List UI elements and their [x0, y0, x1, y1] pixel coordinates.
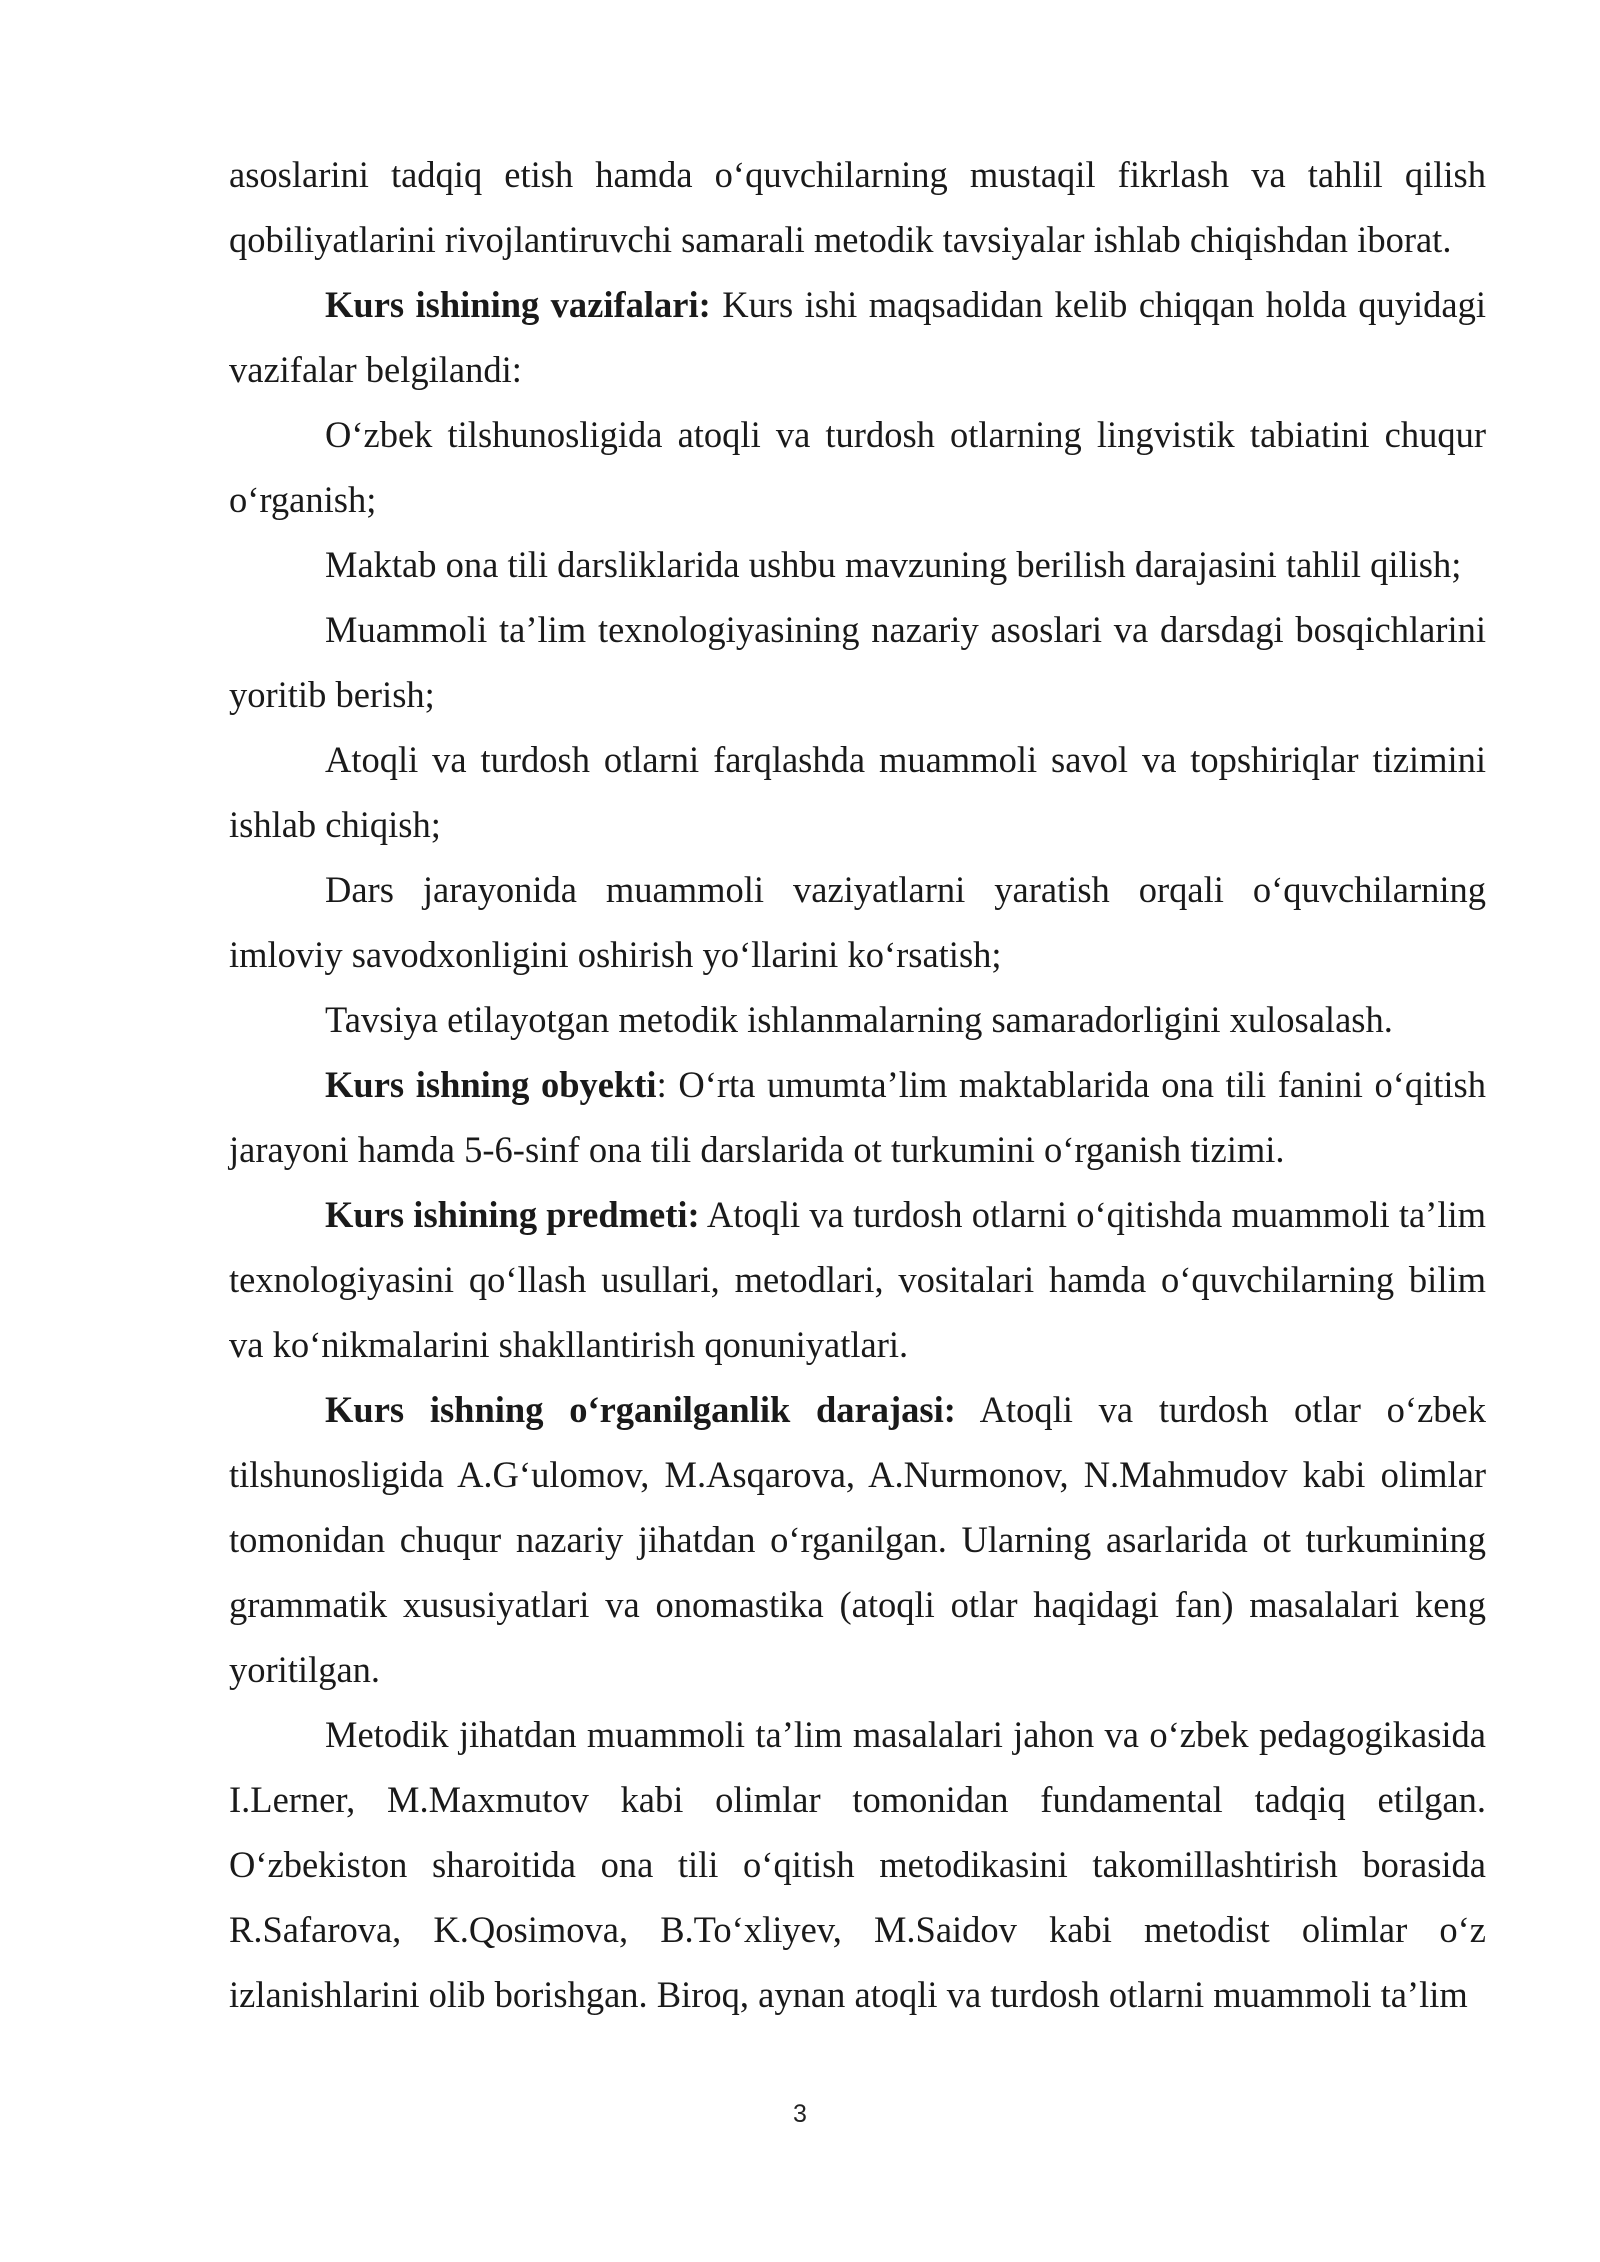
paragraph-text: Atoqli va turdosh otlarni farqlashda muammoli savol va topshiriqlar tizimini ishlab chiqish;	[229, 739, 1486, 845]
task-item	[229, 727, 1486, 857]
paragraph-text: : O‘rta umumta’lim maktablarida ona tili fanini o‘qitish jarayoni hamda 5-6-sinf ona tili darslarida ot turkumini o‘rganish tizimi.	[229, 1064, 1486, 1170]
task-item	[229, 857, 1486, 987]
paragraph-tasks-intro	[229, 272, 1486, 402]
paragraph-methodology	[229, 1702, 1486, 2027]
paragraph-text: Muammoli ta’lim texnologiyasining nazariy asoslari va darsdagi bosqichlarini yoritib berish;	[229, 609, 1486, 715]
paragraph-text: Dars jarayonida muammoli vaziyatlarni yaratish orqali o‘quvchilarning imloviy savodxonligini oshirish yo‘llarini ko‘rsatish;	[229, 869, 1486, 975]
paragraph-object	[229, 1052, 1486, 1182]
paragraph-text: O‘zbek tilshunosligida atoqli va turdosh otlarning lingvistik tabiatini chuqur o‘rganish;	[229, 414, 1486, 520]
paragraph-text: Tavsiya etilayotgan metodik ishlanmalarning samaradorligini xulosalash.	[325, 999, 1393, 1040]
paragraph-subject	[229, 1182, 1486, 1377]
paragraph-text: Maktab ona tili darsliklarida ushbu mavzuning berilish darajasini tahlil qilish;	[325, 544, 1462, 585]
section-heading-tasks: Kurs ishining vazifalari:	[325, 284, 711, 325]
task-item	[229, 987, 1486, 1052]
paragraph-text: Atoqli va turdosh otlar o‘zbek tilshunosligida A.G‘ulomov, M.Asqarova, A.Nurmonov, N.Mahmudov kabi olimlar tomonidan chuqur nazariy jihatdan o‘rganilgan. Ularning asarlarida ot turkumining grammatik xususiyatlari va onomastika (atoqli otlar haqidagi fan) masalalari keng yoritilgan.	[229, 1389, 1486, 1690]
paragraph-study-level	[229, 1377, 1486, 1702]
paragraph-text: asoslarini tadqiq etish hamda o‘quvchilarning mustaqil fikrlash va tahlil qilish qobiliyatlarini rivojlantiruvchi samarali metodik tavsiyalar ishlab chiqishdan iborat.	[229, 154, 1486, 260]
task-item	[229, 402, 1486, 532]
task-item	[229, 597, 1486, 727]
paragraph-aim-continuation	[229, 142, 1486, 272]
task-item	[229, 532, 1486, 597]
page-number: 3	[793, 2100, 807, 2128]
section-heading-subject: Kurs ishining predmeti:	[325, 1194, 700, 1235]
body-text	[229, 142, 1486, 2027]
section-heading-study-level: Kurs ishning o‘rganilganlik darajasi:	[325, 1389, 956, 1430]
section-heading-object: Kurs ishning obyekti	[325, 1064, 657, 1105]
paragraph-text: Kurs ishi maqsadidan kelib chiqqan holda quyidagi vazifalar belgilandi:	[229, 284, 1486, 390]
paragraph-text: Atoqli va turdosh otlarni o‘qitishda muammoli ta’lim texnologiyasini qo‘llash usullari, metodlari, vositalari hamda o‘quvchilarning bilim va ko‘nikmalarini shakllantirish qonuniyatlari.	[229, 1194, 1486, 1365]
paragraph-text: Metodik jihatdan muammoli ta’lim masalalari jahon va o‘zbek pedagogikasida I.Lerner, M.Maxmutov kabi olimlar tomonidan fundamental tadqiq etilgan. O‘zbekiston sharoitida ona tili o‘qitish metodikasini takomillashtirish borasida R.Safarova, K.Qosimova, B.To‘xliyev, M.Saidov kabi metodist olimlar o‘z izlanishlarini olib borishgan. Biroq, aynan atoqli va turdosh otlarni muammoli ta’lim	[229, 1714, 1486, 2015]
